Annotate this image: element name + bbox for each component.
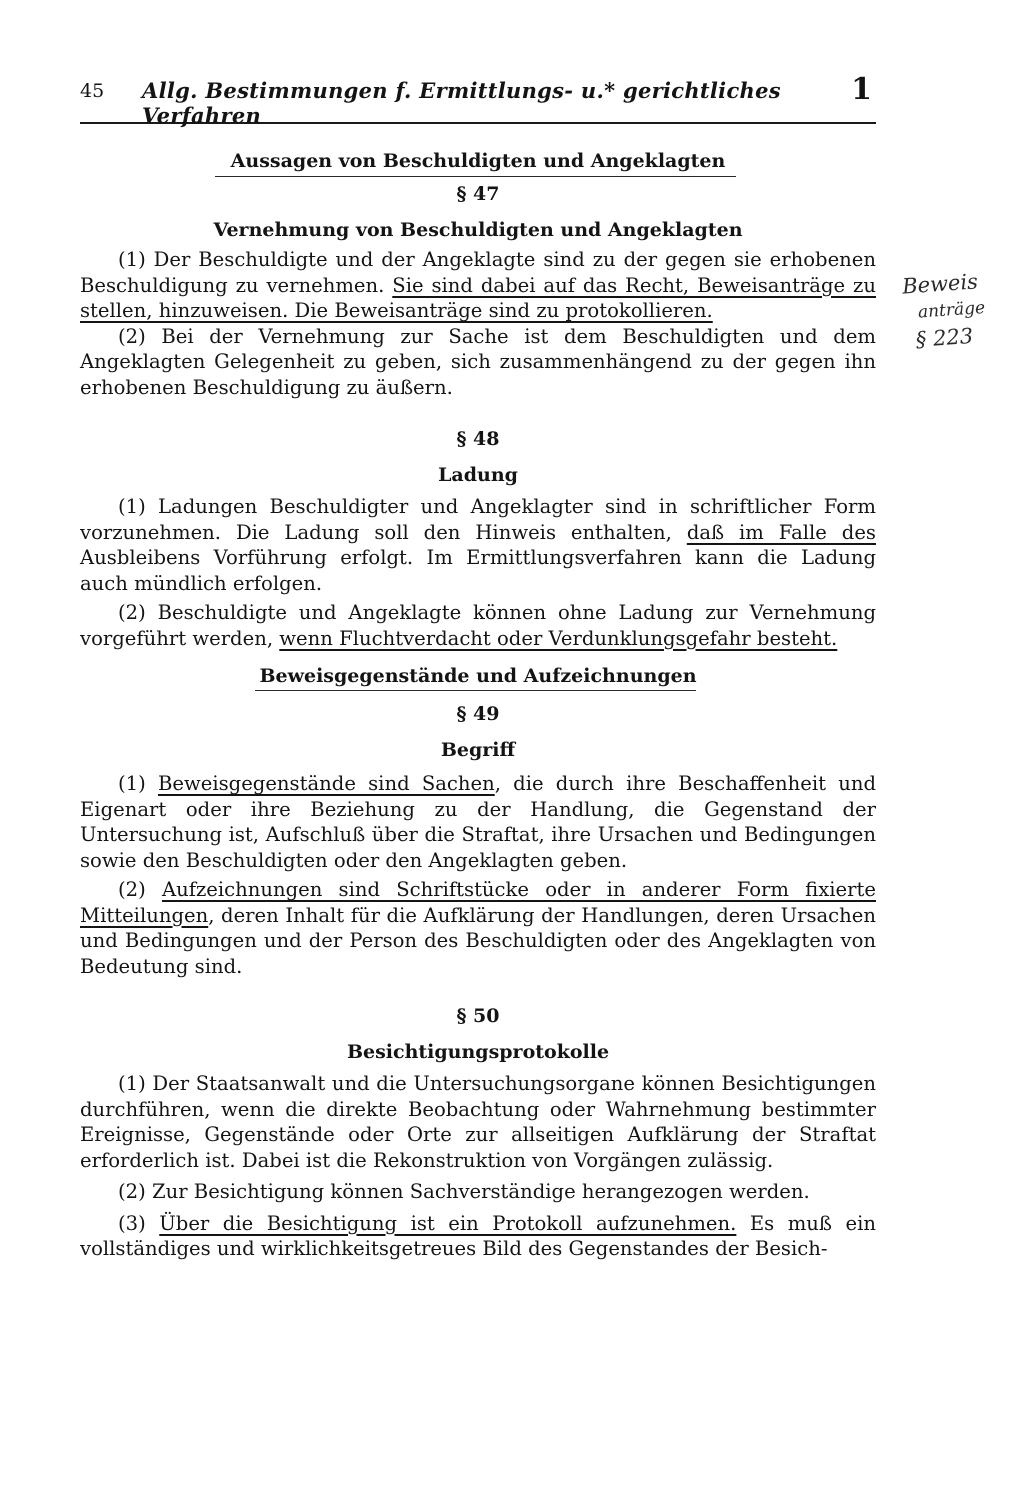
paragraph-number: § 48 bbox=[456, 428, 500, 450]
margin-note-line: anträge bbox=[917, 297, 986, 323]
paragraph-title: Begriff bbox=[440, 739, 516, 761]
subsection-text: (2) Bei der Vernehmung zur Sache ist dem Beschuldigten und dem Angeklagten Gelegenheit zu geben, sich zusammenhängend zu der gegen ihn erhobenen Beschuldigung zu äußern. bbox=[80, 324, 876, 399]
page-number: 45 bbox=[80, 80, 105, 102]
subsection-text: (2) Beschuldigte und Angeklagte können ohne Ladung zur Vernehmung vorgeführt werden, wenn Fluchtverdacht oder Verdunklungsgefahr besteht. bbox=[80, 601, 876, 650]
paragraph-title: Vernehmung von Beschuldigten und Angeklagten bbox=[213, 219, 743, 241]
paragraph-title: Besichtigungsprotokolle bbox=[346, 1041, 610, 1063]
running-title: Allg. Bestimmungen f. Ermittlungs- u.* gerichtliches Verfahren bbox=[142, 78, 781, 128]
paragraph-number: § 49 bbox=[456, 703, 500, 725]
handwritten-margin-note bbox=[897, 266, 1012, 354]
subsection-text: (1) Ladungen Beschuldigter und Angeklagter sind in schriftlicher Form vorzunehmen. Die Ladung soll den Hinweis enthalten, daß im Falle des Ausbleibens Vorführung erfolgt. Im Ermittlungsverfahren kann die Ladung auch mündlich erfolgen. bbox=[80, 495, 876, 595]
chapter-number: 1 bbox=[851, 72, 872, 107]
section-heading: Aussagen von Beschuldigten und Angeklagten bbox=[230, 150, 726, 172]
paragraph-number: § 50 bbox=[456, 1005, 500, 1027]
subsection-text: (2) Aufzeichnungen sind Schriftstücke oder in anderer Form fixierte Mitteilungen, deren Inhalt für die Aufklärung der Handlungen, deren Ursachen und Bedingungen und der Person des Beschuldigten oder des Angeklagten von Bedeutung sind. bbox=[80, 878, 876, 978]
subsection-text: (2) Zur Besichtigung können Sachverständige herangezogen werden. bbox=[118, 1180, 810, 1203]
section-heading: Beweisgegenstände und Aufzeichnungen bbox=[259, 665, 697, 687]
running-header bbox=[80, 70, 876, 128]
margin-note-line: Beweis bbox=[901, 269, 979, 299]
paragraph-number: § 47 bbox=[456, 183, 500, 205]
subsection-text: (3) Über die Besichtigung ist ein Protokoll aufzunehmen. Es muß ein vollständiges und wirklichkeitsgetreues Bild des Gegenstandes der Besich- bbox=[80, 1211, 877, 1260]
margin-note-line: § 223 bbox=[915, 323, 974, 352]
subsection-text: (1) Der Staatsanwalt und die Untersuchungsorgane können Besichtigungen durchführen, wenn die direkte Beobachtung oder Wahrnehmung bestimmter Ereignisse, Gegenstände oder Orte zur allseitigen Aufklärung der Straftat erforderlich ist. Dabei ist die Rekonstruktion von Vorgängen zulässig. bbox=[80, 1072, 876, 1172]
subsection-text: (1) Der Beschuldigte und der Angeklagte sind zu der gegen sie erhobenen Beschuldigung zu vernehmen. Sie sind dabei auf das Recht, Beweisanträge zu stellen, hinzuweisen. Die Beweisanträge sind zu protokollieren. bbox=[80, 248, 876, 322]
subsection-text: (1) Beweisgegenstände sind Sachen, die durch ihre Beschaffenheit und Eigenart oder ihre Beziehung zu der Handlung, die Gegenstand der Untersuchung ist, Aufschluß über die Straftat, ihre Ursachen und Bedingungen sowie den Beschuldigten oder den Angeklagten geben. bbox=[80, 772, 876, 872]
page bbox=[80, 70, 876, 1262]
paragraph-title: Ladung bbox=[438, 464, 518, 486]
